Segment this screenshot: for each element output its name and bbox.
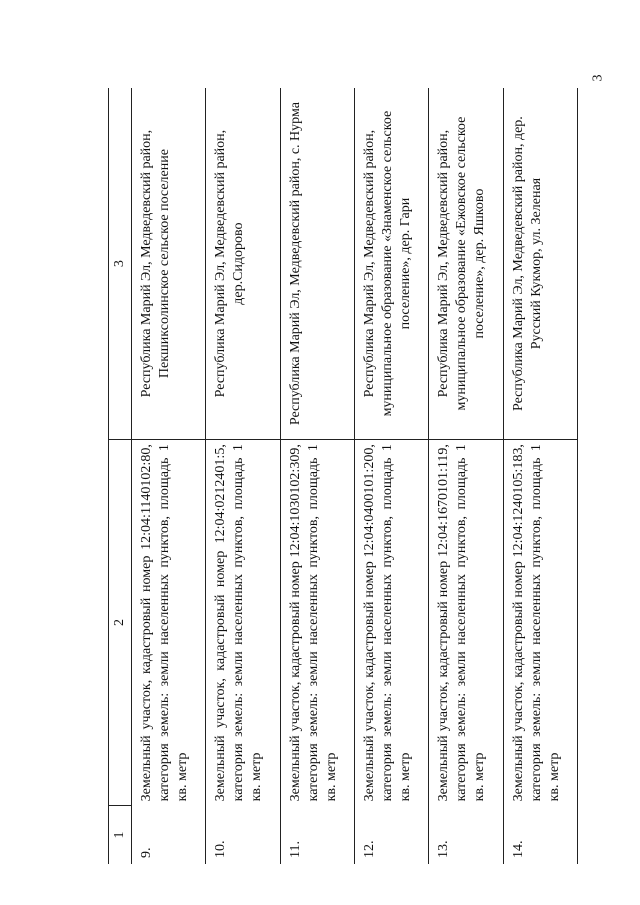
table-header-row: [109, 88, 132, 864]
row-address: Республика Марий Эл, Медведевский район, муниципальное образование «Ежовское сельское поселение», дер. Яшково: [429, 88, 503, 440]
row-description: Земельный участок, кадастровый номер 12:04:1140102:80, категория земель: земли населенных пунктов, площадь 1 кв. метр: [132, 440, 206, 806]
table-row: [503, 88, 577, 864]
page-number: 3: [590, 74, 606, 82]
table-row: [280, 88, 354, 864]
column-header-3: 3: [109, 88, 132, 440]
table-row: [354, 88, 428, 864]
row-number: 11.: [280, 805, 354, 864]
table-row: [429, 88, 503, 864]
row-number: 14.: [503, 805, 577, 864]
row-address: Республика Марий Эл, Медведевский район, дер.Сидорово: [206, 88, 280, 440]
property-table: [108, 88, 578, 864]
property-table-rotated: [108, 88, 578, 864]
row-description: Земельный участок, кадастровый номер 12:04:0400101:200, категория земель: земли населенных пунктов, площадь 1 кв. метр: [354, 440, 428, 806]
row-description: Земельный участок, кадастровый номер 12:04:0212401:5, категория земель: земли населенных пунктов, площадь 1 кв. метр: [206, 440, 280, 806]
table-row: [206, 88, 280, 864]
row-number: 10.: [206, 805, 280, 864]
row-description: Земельный участок, кадастровый номер 12:04:1030102:309, категория земель: земли населенных пунктов, площадь 1 кв. метр: [280, 440, 354, 806]
row-address: Республика Марий Эл, Медведевский район, с. Нурма: [280, 88, 354, 440]
row-number: 12.: [354, 805, 428, 864]
row-address: Республика Марий Эл, Медведевский район, Пекшиксолинское сельское поселение: [132, 88, 206, 440]
column-header-2: 2: [109, 440, 132, 806]
row-address: Республика Марий Эл, Медведевский район, дер. Русский Кукмор, ул. Зеленая: [503, 88, 577, 440]
row-description: Земельный участок, кадастровый номер 12:04:1240105:183, категория земель: земли населенных пунктов, площадь 1 кв. метр: [503, 440, 577, 806]
row-number: 13.: [429, 805, 503, 864]
table-row: [132, 88, 206, 864]
column-header-1: 1: [109, 805, 132, 864]
row-number: 9.: [132, 805, 206, 864]
row-address: Республика Марий Эл, Медведевский район, муниципальное образование «Знаменское сельское поселение», дер. Гари: [354, 88, 428, 440]
row-description: Земельный участок, кадастровый номер 12:04:1670101:119, категория земель: земли населенных пунктов, площадь 1 кв. метр: [429, 440, 503, 806]
